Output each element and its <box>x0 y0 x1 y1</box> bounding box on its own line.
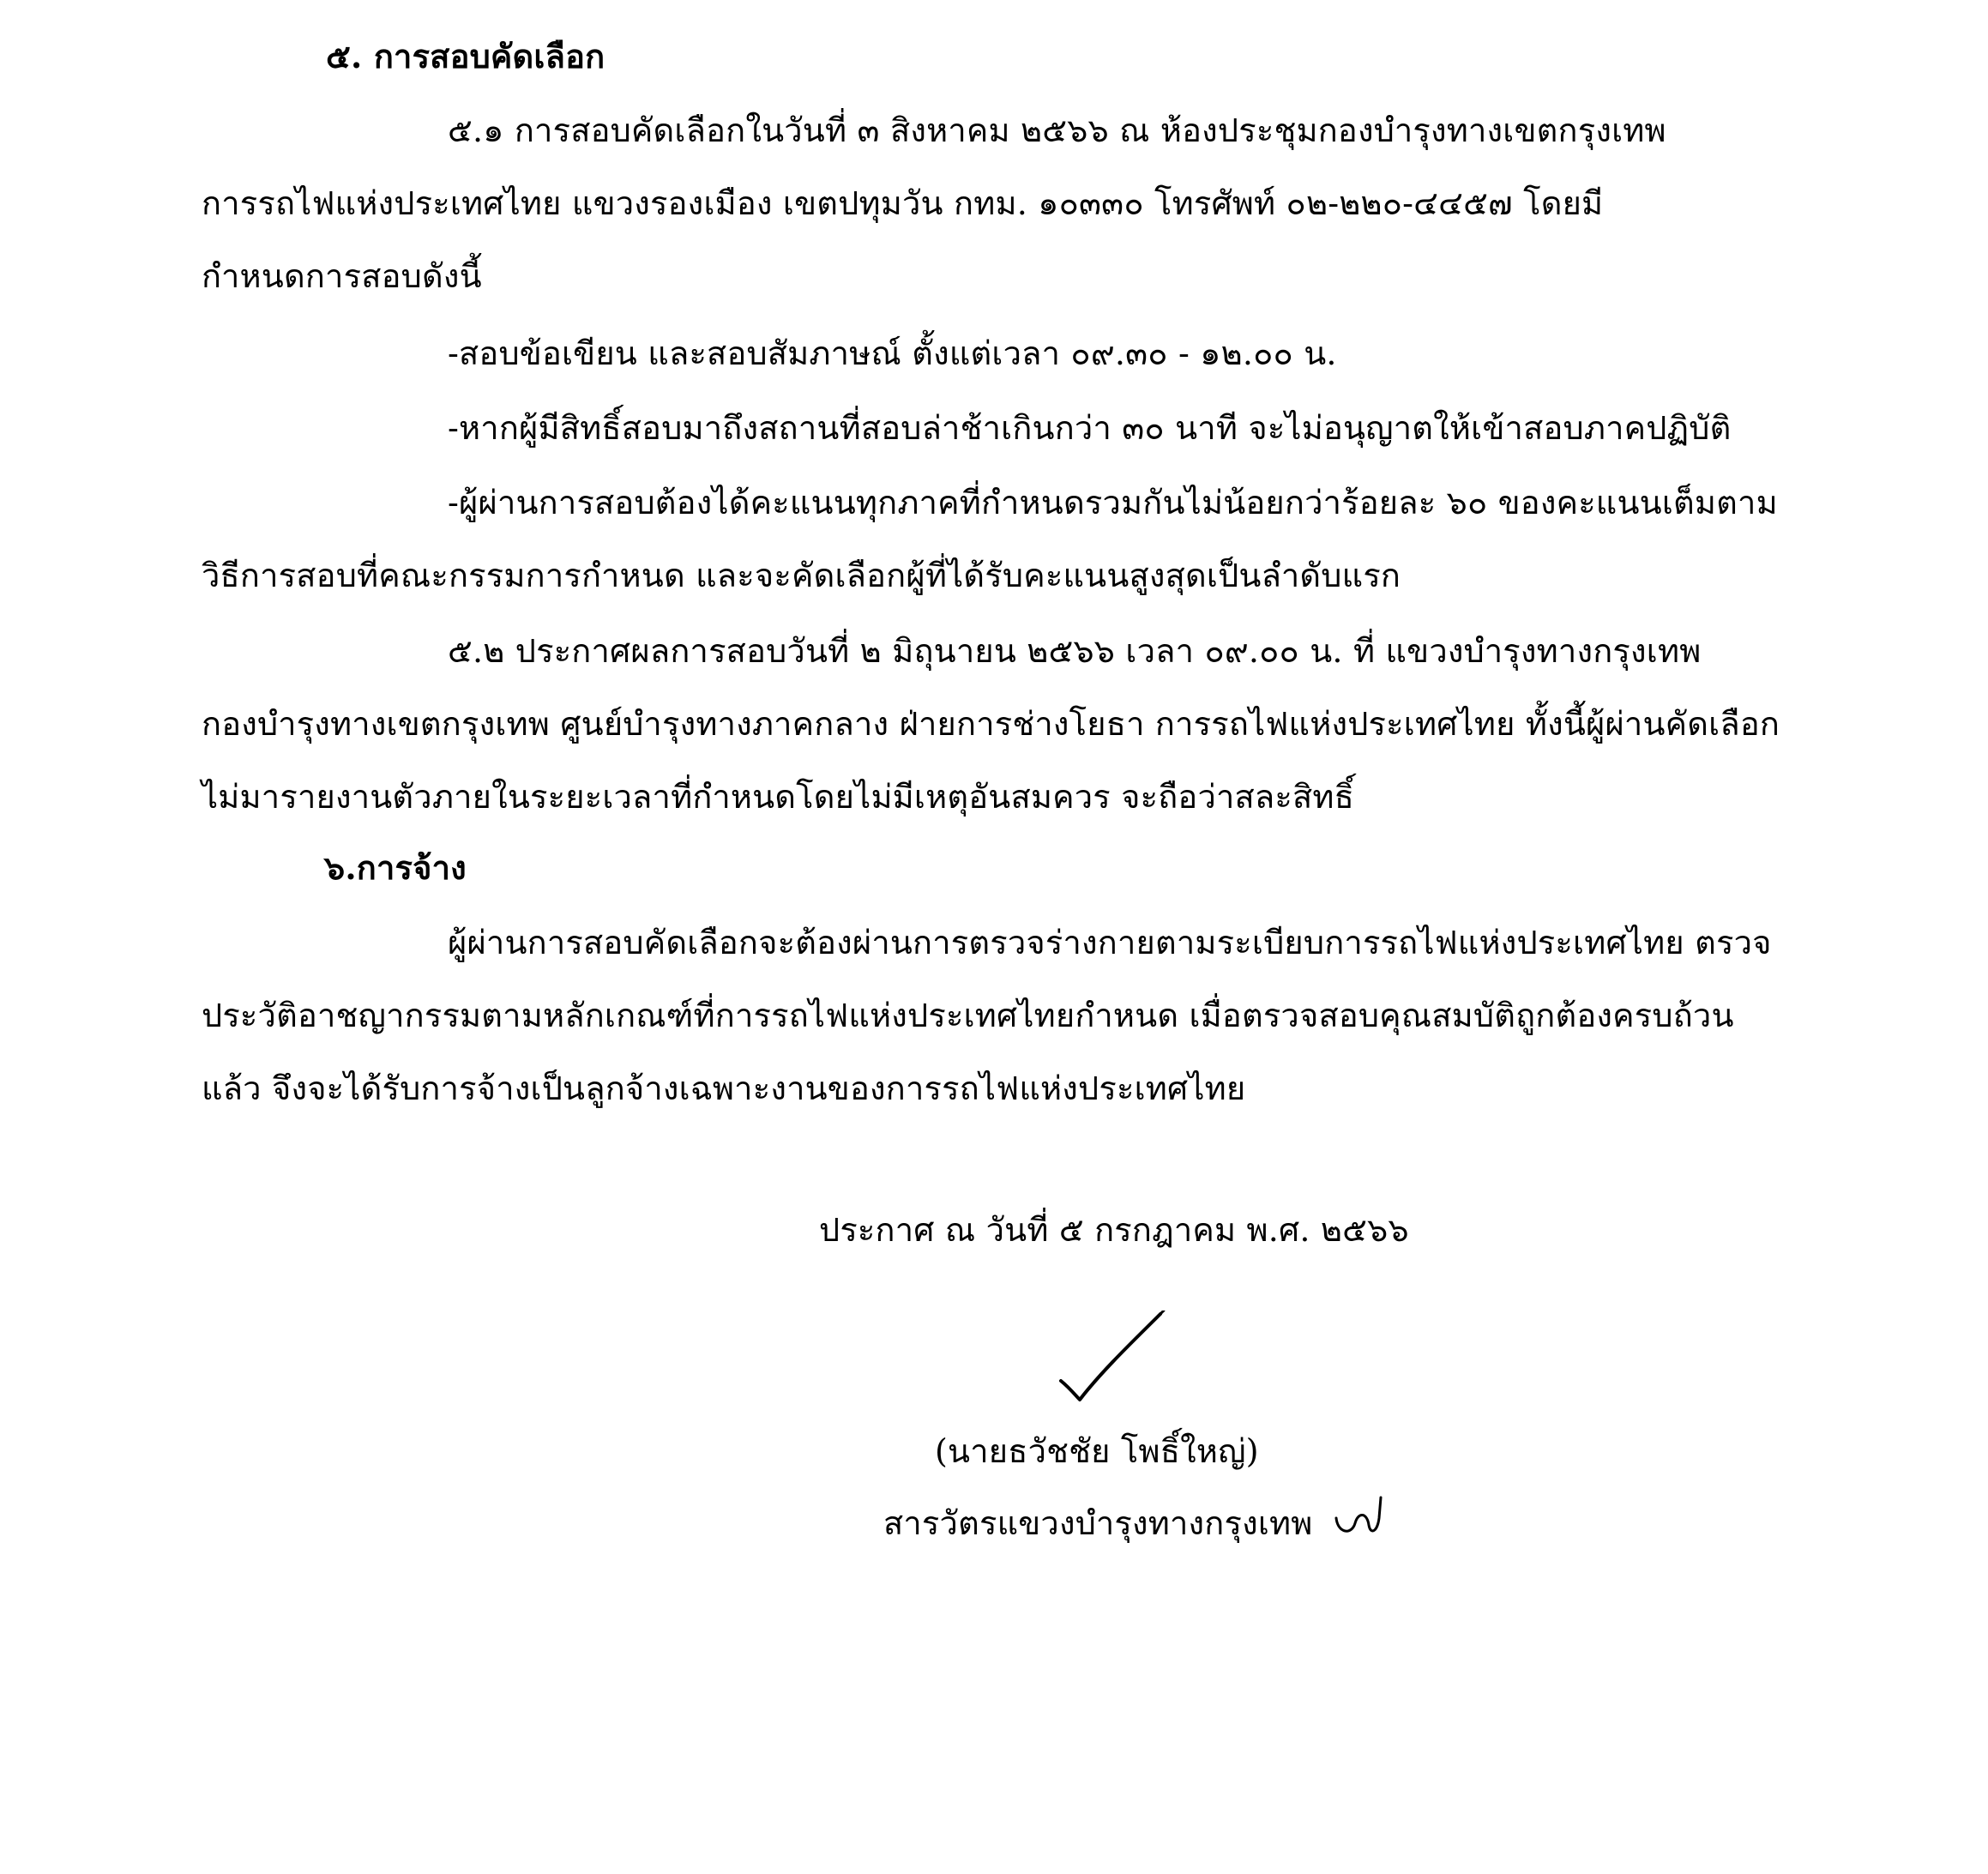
bullet-late-arrival: -หากผู้มีสิทธิ์สอบมาถึงสถานที่สอบล่าช้าเกินกว่า ๓๐ นาที จะไม่อนุญาตให้เข้าสอบภาคปฏิบัติ <box>448 409 1732 447</box>
signer-name: (นายธวัชชัย โพธิ์ใหญ่) <box>935 1432 1259 1470</box>
section-6-line-3: แล้ว จึงจะได้รับการจ้างเป็นลูกจ้างเฉพาะงานของการรถไฟแห่งประเทศไทย <box>202 1070 1246 1107</box>
section-5-2-line-1: ๕.๒ ประกาศผลการสอบวันที่ ๒ มิถุนายน ๒๕๖๖ เวลา ๐๙.๐๐ น. ที่ แขวงบำรุงทางกรุงเทพ <box>448 632 1702 670</box>
section-5-2-line-3: ไม่มารายงานตัวภายในระยะเวลาที่กำหนดโดยไม่มีเหตุอันสมควร จะถือว่าสละสิทธิ์ <box>202 778 1355 816</box>
section-5-1-line-3: กำหนดการสอบดังนี้ <box>202 257 482 295</box>
section-5-1-line-1: ๕.๑ การสอบคัดเลือกในวันที่ ๓ สิงหาคม ๒๕๖๖ ณ ห้องประชุมกองบำรุงทางเขตกรุงเทพ <box>448 111 1666 149</box>
announcement-date: ประกาศ ณ วันที่ ๕ กรกฎาคม พ.ศ. ๒๕๖๖ <box>819 1211 1409 1249</box>
bullet-passing-score-cont: วิธีการสอบที่คณะกรรมการกำหนด และจะคัดเลือกผู้ที่ได้รับคะแนนสูงสุดเป็นลำดับแรก <box>202 557 1401 594</box>
initial-mark <box>1329 1492 1389 1544</box>
section-6-heading: ๖.การจ้าง <box>324 848 467 887</box>
section-5-heading: ๕. การสอบคัดเลือก <box>326 37 605 75</box>
signer-title: สารวัตรแขวงบำรุงทางกรุงเทพ <box>883 1504 1313 1542</box>
section-5-2-line-2: กองบำรุงทางเขตกรุงเทพ ศูนย์บำรุงทางภาคกลาง ฝ่ายการช่างโยธา การรถไฟแห่งประเทศไทย ทั้งนี้ผู้ผ่านคัดเลือก <box>202 705 1780 743</box>
bullet-written-exam: -สอบข้อเขียน และสอบสัมภาษณ์ ตั้งแต่เวลา ๐๙.๓๐ - ๑๒.๐๐ น. <box>448 334 1337 372</box>
signature-mark <box>1051 1311 1179 1413</box>
bullet-passing-score: -ผู้ผ่านการสอบต้องได้คะแนนทุกภาคที่กำหนดรวมกันไม่น้อยกว่าร้อยละ ๖๐ ของคะแนนเต็มตาม <box>448 484 1778 521</box>
section-6-line-2: ประวัติอาชญากรรมตามหลักเกณฑ์ที่การรถไฟแห่งประเทศไทยกำหนด เมื่อตรวจสอบคุณสมบัติถูกต้องครบถ้วน <box>202 997 1734 1034</box>
section-5-1-line-2: การรถไฟแห่งประเทศไทย แขวงรองเมือง เขตปทุมวัน กทม. ๑๐๓๓๐ โทรศัพท์ ๐๒-๒๒๐-๔๔๕๗ โดยมี <box>202 184 1604 222</box>
section-6-line-1: ผู้ผ่านการสอบคัดเลือกจะต้องผ่านการตรวจร่างกายตามระเบียบการรถไฟแห่งประเทศไทย ตรวจ <box>448 924 1772 961</box>
